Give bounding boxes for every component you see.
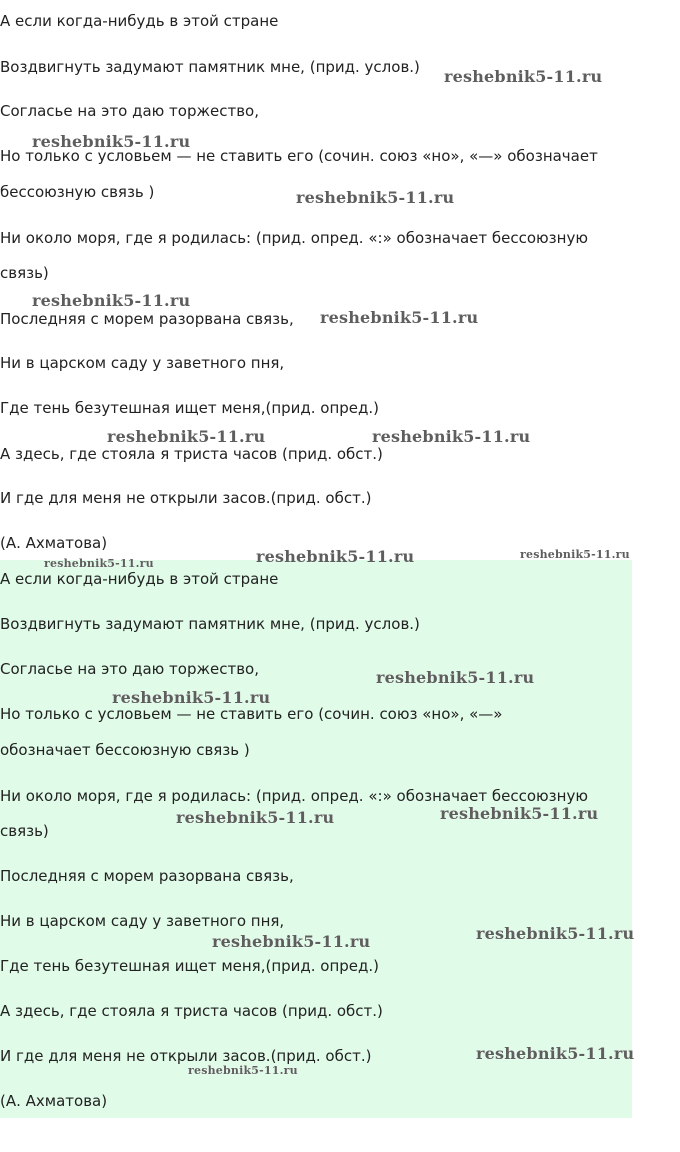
watermark: reshebnik5-11.ru — [520, 548, 630, 561]
watermark: reshebnik5-11.ru — [112, 688, 271, 707]
poem-line-4-cont: бессоюзную связь ) — [0, 183, 155, 201]
watermark: reshebnik5-11.ru — [256, 547, 415, 566]
answer-text-block — [0, 560, 635, 1118]
answer-line-7: Ни в царском саду у заветного пня, — [0, 912, 285, 930]
poem-line-9: А здесь, где стояла я триста часов (прид. обст.) — [0, 445, 383, 463]
watermark: reshebnik5-11.ru — [476, 1044, 635, 1063]
watermark: reshebnik5-11.ru — [376, 668, 535, 687]
poem-line-7: Ни в царском саду у заветного пня, — [0, 354, 285, 372]
watermark: reshebnik5-11.ru — [440, 804, 599, 823]
poem-author: (А. Ахматова) — [0, 534, 108, 552]
answer-line-5: Ни около моря, где я родилась: (прид. опред. «:» обозначает бессоюзную — [0, 787, 588, 805]
watermark: reshebnik5-11.ru — [212, 932, 371, 951]
watermark: reshebnik5-11.ru — [320, 308, 479, 327]
poem-line-4: Но только с условьем — не ставить его (сочин. союз «но», «—» обозначает — [0, 147, 598, 165]
watermark: reshebnik5-11.ru — [476, 924, 635, 943]
answer-line-10: И где для меня не открыли засов.(прид. обст.) — [0, 1047, 372, 1065]
poem-line-2: Воздвигнуть задумают памятник мне, (прид. услов.) — [0, 58, 420, 76]
watermark: reshebnik5-11.ru — [188, 1064, 298, 1077]
poem-line-5: Ни около моря, где я родилась: (прид. опред. «:» обозначает бессоюзную — [0, 229, 588, 247]
watermark: reshebnik5-11.ru — [176, 808, 335, 827]
poem-line-8: Где тень безутешная ищет меня,(прид. опред.) — [0, 399, 380, 417]
poem-line-1: А если когда-нибудь в этой стране — [0, 12, 279, 30]
poem-line-3: Согласье на это даю торжество, — [0, 102, 259, 120]
watermark: reshebnik5-11.ru — [372, 427, 531, 446]
poem-line-6: Последняя с морем разорвана связь, — [0, 310, 294, 328]
watermark: reshebnik5-11.ru — [107, 427, 266, 446]
answer-line-4: Но только с условьем — не ставить его (сочин. союз «но», «—» — [0, 705, 503, 723]
answer-line-5-cont: связь) — [0, 822, 49, 840]
watermark: reshebnik5-11.ru — [44, 557, 154, 570]
watermark: reshebnik5-11.ru — [32, 291, 191, 310]
answer-author: (А. Ахматова) — [0, 1092, 108, 1110]
watermark: reshebnik5-11.ru — [444, 67, 603, 86]
answer-line-4-cont: обозначает бессоюзную связь ) — [0, 741, 250, 759]
answer-line-3: Согласье на это даю торжество, — [0, 660, 259, 678]
poem-line-5-cont: связь) — [0, 264, 49, 282]
watermark: reshebnik5-11.ru — [32, 132, 191, 151]
answer-line-9: А здесь, где стояла я триста часов (прид. обст.) — [0, 1002, 383, 1020]
answer-line-1: А если когда-нибудь в этой стране — [0, 570, 279, 588]
watermark: reshebnik5-11.ru — [296, 188, 455, 207]
poem-line-10: И где для меня не открыли засов.(прид. обст.) — [0, 489, 372, 507]
answer-line-6: Последняя с морем разорвана связь, — [0, 867, 294, 885]
answer-line-2: Воздвигнуть задумают памятник мне, (прид. услов.) — [0, 615, 420, 633]
answer-line-8: Где тень безутешная ищет меня,(прид. опред.) — [0, 957, 380, 975]
